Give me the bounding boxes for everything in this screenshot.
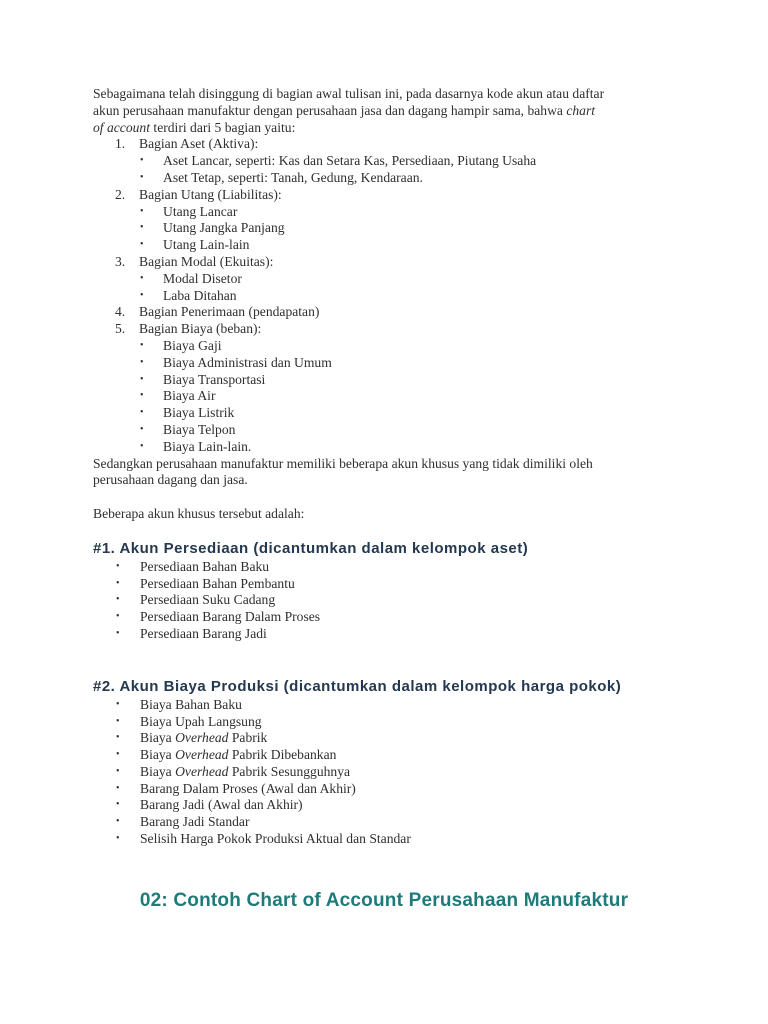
sub-item: • Biaya Administrasi dan Umum <box>93 355 693 372</box>
intro-paragraph <box>93 86 693 136</box>
list-item <box>93 764 693 781</box>
section-item <box>93 136 693 153</box>
section-number: 4. <box>115 304 126 320</box>
section-item <box>93 187 693 204</box>
section-label: Bagian Biaya (beban): <box>139 321 262 337</box>
list-item: • Barang Dalam Proses (Awal dan Akhir) <box>93 781 693 798</box>
section-sublist <box>93 271 693 305</box>
sub-item: • Biaya Transportasi <box>93 372 693 389</box>
item-text: Pabrik Sesungguhnya <box>228 763 351 779</box>
after-paragraph <box>93 456 693 490</box>
item-italic: Overhead <box>175 730 229 746</box>
heading-persediaan: #1. Akun Persediaan (dicantumkan dalam kelompok aset) <box>93 539 529 557</box>
sub-item: • Laba Ditahan <box>93 288 693 305</box>
list-item: • Selisih Harga Pokok Produksi Aktual dan Standar <box>93 831 693 848</box>
list-item <box>93 730 693 747</box>
list-item: • Biaya Bahan Baku <box>93 697 693 714</box>
sub-item: • Modal Disetor <box>93 271 693 288</box>
gap <box>93 523 693 539</box>
section-number: 1. <box>115 136 126 152</box>
sub-item: • Biaya Gaji <box>93 338 693 355</box>
intro-italic-of-account: of account <box>93 119 151 135</box>
section-item <box>93 321 693 338</box>
section-label: Bagian Aset (Aktiva): <box>139 136 259 152</box>
section-label: Bagian Penerimaan (pendapatan) <box>139 304 320 320</box>
sub-item: • Aset Tetap, seperti: Tanah, Gedung, Kendaraan. <box>93 170 693 187</box>
blank-line <box>93 489 693 506</box>
intro-line-3: terdiri dari 5 bagian yaitu: <box>150 119 296 135</box>
section-sublist <box>93 204 693 254</box>
gap <box>93 643 693 677</box>
sub-item: • Aset Lancar, seperti: Kas dan Setara Kas, Persediaan, Piutang Usaha <box>93 153 693 170</box>
list-item: • Persediaan Barang Dalam Proses <box>93 609 693 626</box>
sub-item: • Utang Lain-lain <box>93 237 693 254</box>
list-item: • Persediaan Barang Jadi <box>93 626 693 643</box>
item-italic: Overhead <box>175 763 229 779</box>
section-number: 2. <box>115 186 126 202</box>
section-sublist <box>93 338 693 456</box>
sub-item: • Biaya Telpon <box>93 422 693 439</box>
item-text: Biaya <box>140 730 176 746</box>
after-line-2: perusahaan dagang dan jasa. <box>93 472 248 488</box>
document-body <box>93 86 693 848</box>
section-label: Bagian Utang (Liabilitas): <box>139 186 282 202</box>
list-item <box>93 747 693 764</box>
section-sublist <box>93 153 693 187</box>
list-item: • Barang Jadi (Awal dan Akhir) <box>93 797 693 814</box>
list-item: • Persediaan Bahan Baku <box>93 559 693 576</box>
list-item: • Barang Jadi Standar <box>93 814 693 831</box>
sub-item: • Utang Jangka Panjang <box>93 220 693 237</box>
item-italic: Overhead <box>175 747 229 763</box>
item-text: Biaya <box>140 747 176 763</box>
intro-italic-chart: chart <box>566 102 596 118</box>
list-item: • Persediaan Bahan Pembantu <box>93 576 693 593</box>
heading-biaya-produksi: #2. Akun Biaya Produksi (dicantumkan dalam kelompok harga pokok) <box>93 677 622 695</box>
section-label: Bagian Modal (Ekuitas): <box>139 253 274 269</box>
section-number: 3. <box>115 253 126 269</box>
after-line-1: Sedangkan perusahaan manufaktur memiliki beberapa akun khusus yang tidak dimiliki oleh <box>93 455 593 471</box>
sub-item: • Biaya Listrik <box>93 405 693 422</box>
item-text: Biaya <box>140 763 176 779</box>
account-sections-list <box>93 136 693 455</box>
intro-line-2: akun perusahaan manufaktur dengan perusahaan jasa dan dagang hampir sama, bahwa <box>93 102 567 118</box>
item-text: Pabrik Dibebankan <box>228 747 337 763</box>
after-line-3: Beberapa akun khusus tersebut adalah: <box>93 505 305 521</box>
sub-item: • Biaya Air <box>93 388 693 405</box>
section-item <box>93 304 693 321</box>
section-item <box>93 254 693 271</box>
intro-line-1: Sebagaimana telah disinggung di bagian awal tulisan ini, pada dasarnya kode akun atau daftar <box>93 86 605 101</box>
sub-item: • Biaya Lain-lain. <box>93 439 693 456</box>
list-item: • Biaya Upah Langsung <box>93 714 693 731</box>
item-text: Pabrik <box>228 730 268 746</box>
list-item: • Persediaan Suku Cadang <box>93 592 693 609</box>
biaya-produksi-list <box>93 697 693 848</box>
sub-item: • Utang Lancar <box>93 204 693 221</box>
persediaan-list <box>93 559 693 643</box>
section-title: 02: Contoh Chart of Account Perusahaan Manufaktur <box>139 890 629 911</box>
section-number: 5. <box>115 321 126 337</box>
